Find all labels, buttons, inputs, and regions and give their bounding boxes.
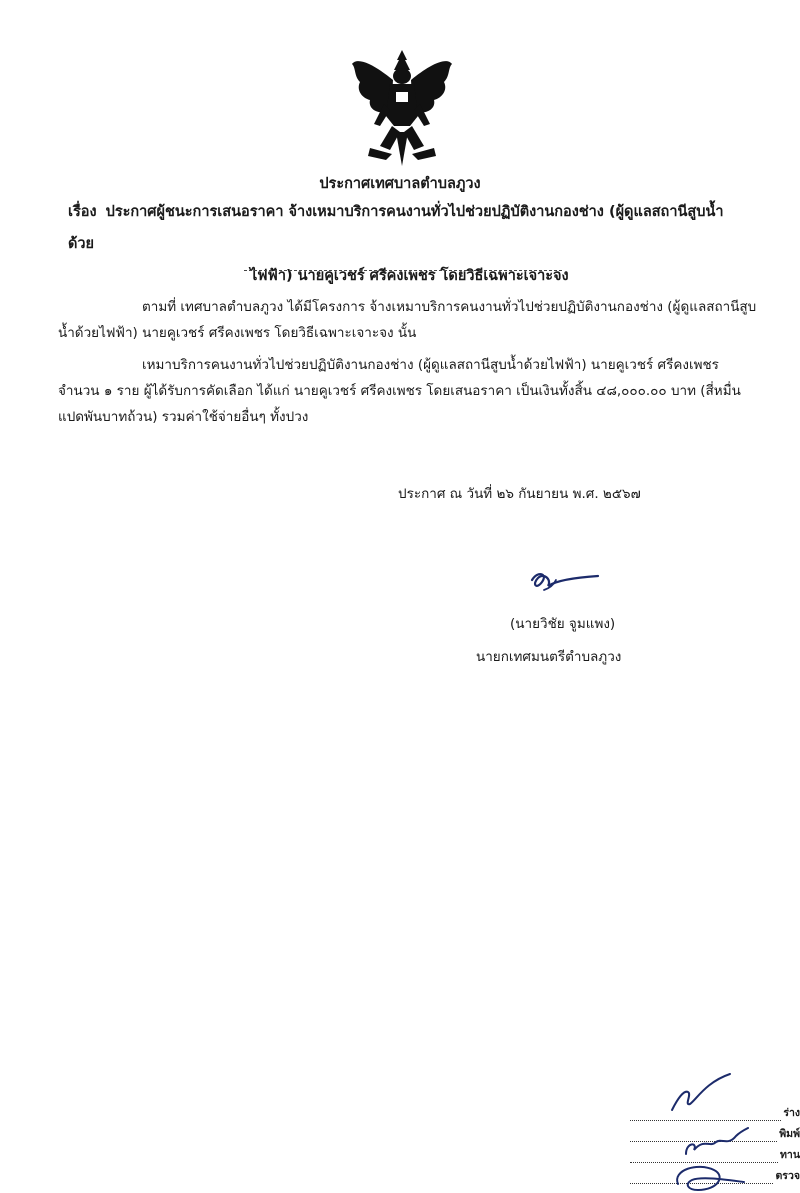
body-paragraph-2: เหมาบริการคนงานทั่วไปช่วยปฏิบัติงานกองช่าง (ผู้ดูแลสถานีสูบน้ำด้วยไฟฟ้า) นายคูเวชร์ ศรีคงเพชร จำนวน ๑ ราย ผู้ได้รับการคัดเลือก ได้แก่ นายคูเวชร์ ศรีคงเพชร โดยเสนอราคา เป็นเงินทั้งสิ้น ๔๘,๐๐๐.๐๐ บาท (สี่หมื่นแปดพันบาทถ้วน) รวมค่าใช้จ่ายอื่นๆ ทั้งปวง <box>58 357 741 425</box>
approval-label: ตรวจ <box>775 1170 800 1182</box>
body-paragraph-1: ตามที่ เทศบาลตำบลภูวง ได้มีโครงการ จ้างเหมาบริการคนงานทั่วไปช่วยปฏิบัติงานกองช่าง (ผู้ดูแลสถานีสูบน้ำด้วยไฟฟ้า) นายคูเวชร์ ศรีคงเพชร โดยวิธีเฉพาะเจาะจง นั้น <box>58 299 757 341</box>
garuda-emblem-icon <box>346 46 458 168</box>
initials-draft-icon <box>666 1070 736 1114</box>
announcement-date: ประกาศ ณ วันที่ ๒๖ กันยายน พ.ศ. ๒๕๖๗ <box>398 486 641 502</box>
initials-verify-icon <box>668 1160 748 1192</box>
initials-check-icon <box>680 1124 750 1160</box>
signature-icon <box>528 566 602 596</box>
subject-line-2: ไฟฟ้า) นายคูเวชร์ ศรีคงเพชร โดยวิธีเฉพาะเจาะจง <box>250 268 569 284</box>
subject-line-1 <box>68 196 748 260</box>
subject-block <box>68 196 748 292</box>
approval-label: ทาน <box>780 1149 800 1161</box>
signer-name: (นายวิชัย จูมแพง) <box>510 616 616 632</box>
approval-label: ร่าง <box>783 1107 800 1119</box>
divider-line <box>244 270 562 271</box>
approval-label: พิมพ์ <box>779 1128 800 1140</box>
announcement-title: ประกาศเทศบาลตำบลภูวง <box>319 176 481 192</box>
subject-label: เรื่อง <box>68 204 97 220</box>
subject-text-1: ประกาศผู้ชนะการเสนอราคา จ้างเหมาบริการคนงานทั่วไปช่วยปฏิบัติงานกองช่าง (ผู้ดูแลสถานีสูบน้ำด้วย <box>68 204 724 252</box>
approval-rows <box>630 1100 800 1184</box>
signer-position: นายกเทศมนตรีตำบลภูวง <box>476 649 622 665</box>
